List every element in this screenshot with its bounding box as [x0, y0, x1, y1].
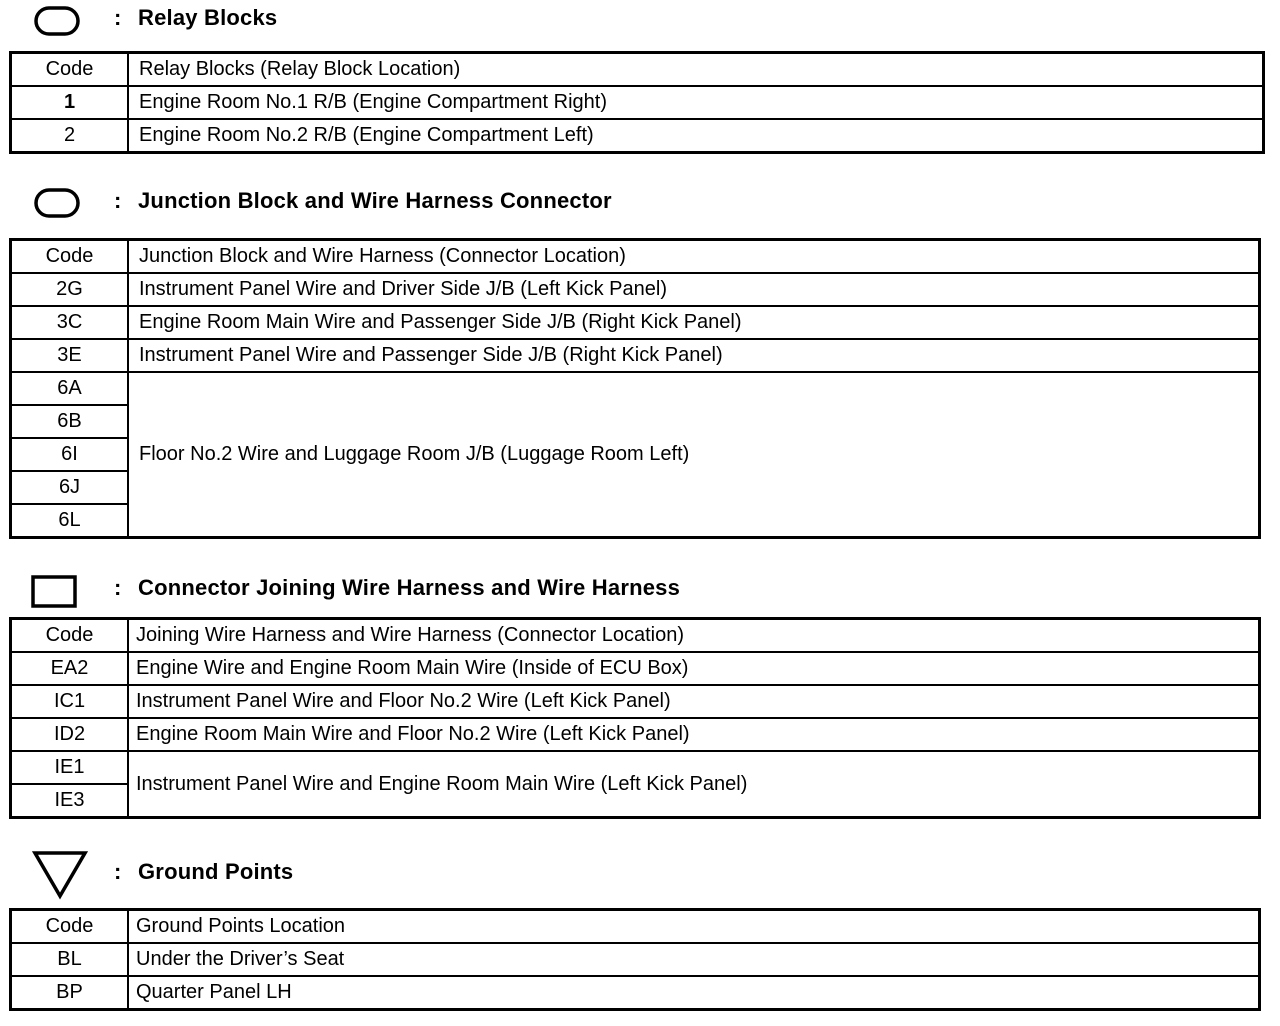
- connector-joining-table: [9, 617, 1261, 819]
- table-row: [11, 273, 1260, 306]
- triangle-down-icon: [32, 850, 88, 900]
- location-cell: Engine Room Main Wire and Passenger Side J/B (Right Kick Panel): [128, 306, 1260, 339]
- rounded-rectangle-icon: [34, 187, 80, 219]
- section-title: Relay Blocks: [138, 5, 278, 30]
- code-cell: BL: [11, 943, 129, 976]
- table-row: [11, 751, 1260, 784]
- location-cell: Engine Room No.2 R/B (Engine Compartment Left): [128, 119, 1264, 153]
- merged-location-cell: Floor No.2 Wire and Luggage Room J/B (Luggage Room Left): [128, 372, 1260, 538]
- table-row: [11, 718, 1260, 751]
- location-cell: Quarter Panel LH: [128, 976, 1260, 1010]
- code-cell: 6I: [11, 438, 129, 471]
- location-header: Junction Block and Wire Harness (Connector Location): [128, 240, 1260, 274]
- code-cell: 6A: [11, 372, 129, 405]
- junction-block-table: [9, 238, 1261, 539]
- code-cell: 2G: [11, 273, 129, 306]
- code-cell: IE3: [11, 784, 129, 818]
- table-row: [11, 943, 1260, 976]
- table-header-row: [11, 619, 1260, 653]
- location-header: Relay Blocks (Relay Block Location): [128, 53, 1264, 87]
- rectangle-icon: [31, 574, 77, 610]
- location-cell: Engine Wire and Engine Room Main Wire (Inside of ECU Box): [128, 652, 1260, 685]
- table-header-row: [11, 910, 1260, 944]
- table-row: [11, 119, 1264, 153]
- code-header: Code: [11, 240, 129, 274]
- table-row: [11, 652, 1260, 685]
- colon: :: [114, 188, 122, 213]
- location-cell: Under the Driver’s Seat: [128, 943, 1260, 976]
- code-cell: IE1: [11, 751, 129, 784]
- table-row: [11, 976, 1260, 1010]
- table-row: [11, 306, 1260, 339]
- location-cell: Instrument Panel Wire and Floor No.2 Wire (Left Kick Panel): [128, 685, 1260, 718]
- code-cell: 6L: [11, 504, 129, 538]
- section-title: Junction Block and Wire Harness Connector: [138, 188, 612, 213]
- code-header: Code: [11, 619, 129, 653]
- table-row: [11, 339, 1260, 372]
- code-cell: ID2: [11, 718, 129, 751]
- section-title: Connector Joining Wire Harness and Wire Harness: [138, 575, 681, 600]
- code-header: Code: [11, 910, 129, 944]
- code-cell: IC1: [11, 685, 129, 718]
- code-cell: 6J: [11, 471, 129, 504]
- code-cell: 3E: [11, 339, 129, 372]
- table-row: [11, 372, 1260, 405]
- colon: :: [114, 575, 122, 600]
- location-header: Joining Wire Harness and Wire Harness (Connector Location): [128, 619, 1260, 653]
- table-header-row: [11, 240, 1260, 274]
- code-cell: EA2: [11, 652, 129, 685]
- code-cell: 6B: [11, 405, 129, 438]
- code-cell: 2: [11, 119, 129, 153]
- merged-location-cell: Instrument Panel Wire and Engine Room Main Wire (Left Kick Panel): [128, 751, 1260, 818]
- table-header-row: [11, 53, 1264, 87]
- section-title: Ground Points: [138, 859, 294, 884]
- location-header: Ground Points Location: [128, 910, 1260, 944]
- colon: :: [114, 859, 122, 884]
- colon: :: [114, 5, 122, 30]
- code-header: Code: [11, 53, 129, 87]
- location-cell: Instrument Panel Wire and Passenger Side J/B (Right Kick Panel): [128, 339, 1260, 372]
- code-cell: 1: [11, 86, 129, 119]
- table-row: [11, 685, 1260, 718]
- location-cell: Engine Room Main Wire and Floor No.2 Wire (Left Kick Panel): [128, 718, 1260, 751]
- table-row: [11, 86, 1264, 119]
- location-cell: Engine Room No.1 R/B (Engine Compartment Right): [128, 86, 1264, 119]
- code-cell: 3C: [11, 306, 129, 339]
- ground-points-table: [9, 908, 1261, 1011]
- location-cell: Instrument Panel Wire and Driver Side J/B (Left Kick Panel): [128, 273, 1260, 306]
- relay-blocks-table: [9, 51, 1265, 154]
- code-cell: BP: [11, 976, 129, 1010]
- rounded-rectangle-icon: [34, 5, 80, 37]
